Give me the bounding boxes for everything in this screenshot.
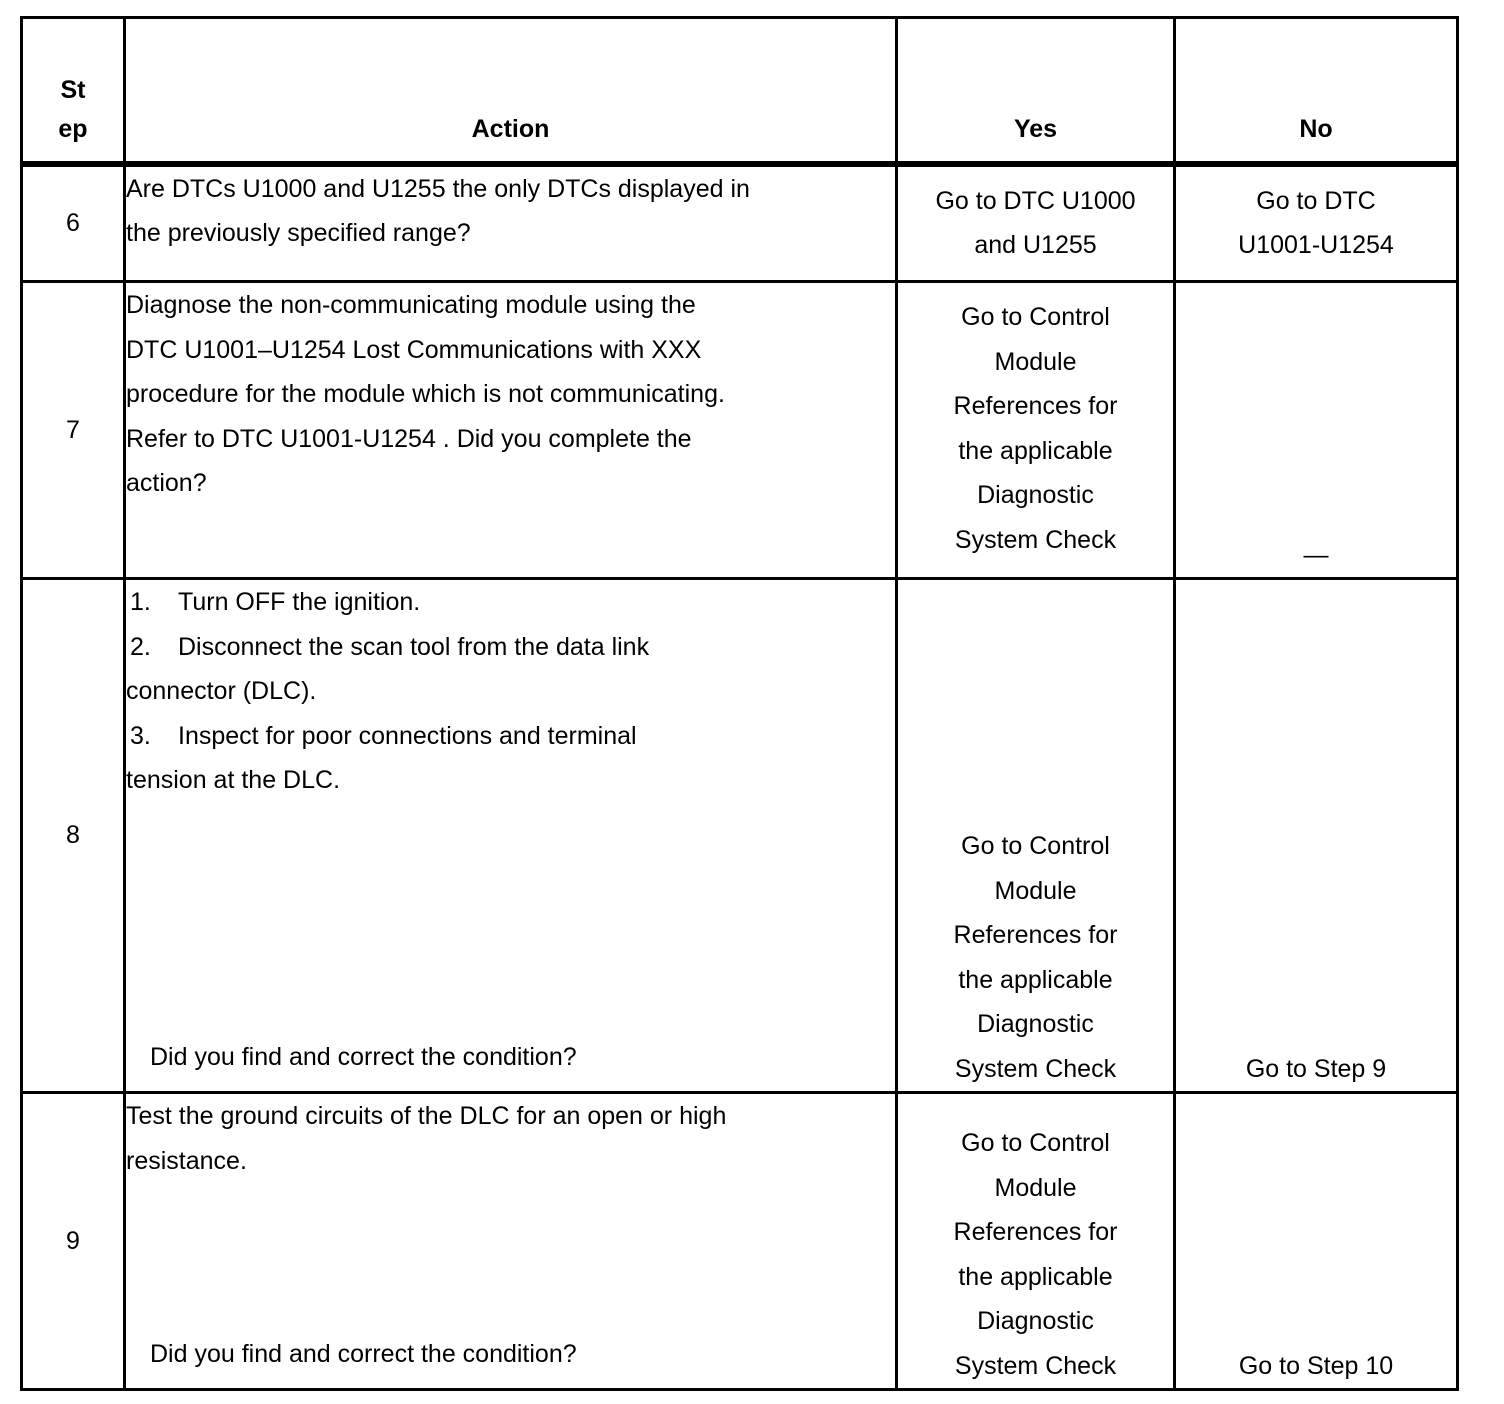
table-row-step-8 [22,579,1458,1093]
table-row-step-7 [22,282,1458,579]
diagnostic-table [20,16,1459,1391]
action-cell: Test the ground circuits of the DLC for an open or high resistance. Did you find and correct the condition? [125,1093,897,1390]
header-yes: Yes [897,18,1175,164]
header-step: St ep [22,18,125,164]
step-number: 8 [22,579,125,1093]
list-item: 3. Inspect for poor connections and terminal [130,721,637,750]
yes-cell: Go to Control Module References for the applicable Diagnostic System Check [897,579,1175,1093]
no-cell: Go to DTC U1001-U1254 [1175,164,1458,282]
header-row [22,18,1458,164]
question-text: Did you find and correct the condition? [150,1042,577,1071]
question-text: Did you find and correct the condition? [150,1339,577,1368]
no-cell [1175,282,1458,579]
action-cell: Are DTCs U1000 and U1255 the only DTCs displayed in the previously specified range? [125,164,897,282]
list-item-continuation: tension at the DLC. [126,766,341,794]
action-cell [125,579,897,1093]
yes-cell: Go to Control Module References for the applicable Diagnostic System Check [897,1093,1175,1390]
header-action: Action [125,18,897,164]
list-item: 2. Disconnect the scan tool from the data link [130,632,650,661]
em-dash: — [1303,540,1329,569]
yes-cell: Go to DTC U1000 and U1255 [897,164,1175,282]
header-no: No [1175,18,1458,164]
no-cell: Go to Step 9 [1175,579,1458,1093]
no-cell: Go to Step 10 [1175,1093,1458,1390]
step-number: 9 [22,1093,125,1390]
table-row-step-9 [22,1093,1458,1390]
yes-cell: Go to Control Module References for the applicable Diagnostic System Check [897,282,1175,579]
list-item: 1. Turn OFF the ignition. [130,588,421,616]
step-number: 6 [22,164,125,282]
table-row-step-6 [22,164,1458,282]
numbered-list [126,580,895,803]
action-cell: Diagnose the non-communicating module using the DTC U1001–U1254 Lost Communications with XXX procedure for the module which is not communicating. Refer to DTC U1001-U1254 . Did you complete the action? [125,282,897,579]
list-item-continuation: connector (DLC). [126,677,317,705]
step-number: 7 [22,282,125,579]
